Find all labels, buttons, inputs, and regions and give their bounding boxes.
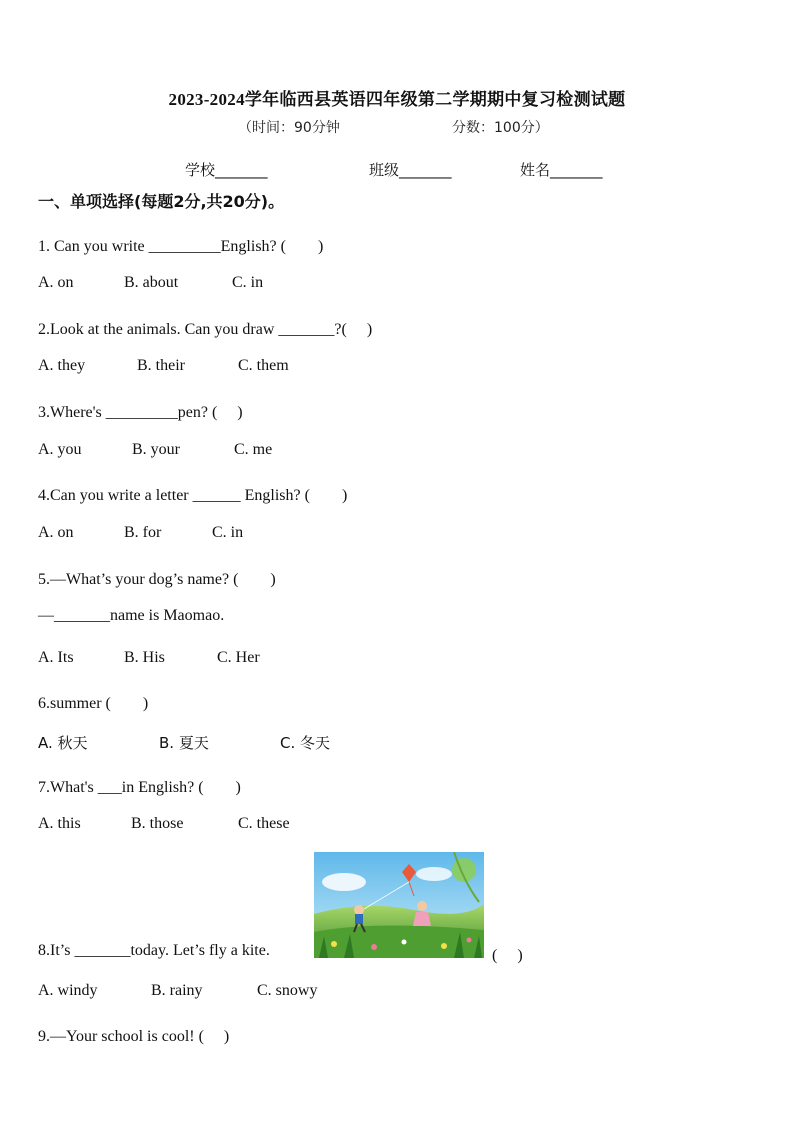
q7-option-c: C. these (238, 815, 290, 832)
q4-option-c: C. in (212, 524, 244, 541)
question-6: 6.summer ( ) (38, 695, 149, 712)
question-3: 3.Where's _________pen? ( ) (38, 404, 243, 421)
name-field: 姓名_______ (520, 161, 603, 179)
q4-option-b: B. for (124, 524, 162, 541)
q2-option-b: B. their (137, 357, 185, 374)
kite-illustration (314, 852, 484, 958)
question-1: 1. Can you write _________English? ( ) (38, 238, 324, 255)
question-2: 2.Look at the animals. Can you draw _______?( ) (38, 321, 373, 338)
question-8-answer-bracket: ( ) (492, 947, 523, 964)
q5-option-c: C. Her (217, 649, 260, 666)
question-5-line-2: —_______name is Maomao. (38, 607, 225, 624)
q4-option-a: A. on (38, 524, 74, 541)
question-5: 5.—What’s your dog’s name? ( ) (38, 571, 276, 588)
q2-option-a: A. they (38, 357, 86, 374)
q5-option-b: B. His (124, 649, 165, 666)
q8-option-c: C. snowy (257, 982, 318, 999)
question-4: 4.Can you write a letter ______ English? ( ) (38, 487, 348, 504)
kite-picture (314, 852, 484, 958)
q3-option-a: A. you (38, 441, 82, 458)
question-8: 8.It’s _______today. Let’s fly a kite. (38, 942, 270, 959)
q1-option-a: A. on (38, 274, 74, 291)
page-title: 2023-2024学年临西县英语四年级第二学期期中复习检测试题 (168, 90, 626, 109)
q8-option-a: A. windy (38, 982, 98, 999)
exam-time: （时间：90分钟 (238, 120, 340, 136)
q1-option-b: B. about (124, 274, 179, 291)
q8-option-b: B. rainy (151, 982, 203, 999)
q5-option-a: A. Its (38, 649, 74, 666)
q7-option-b: B. those (131, 815, 184, 832)
q6-option-b: B. 夏天 (159, 734, 209, 752)
q3-option-b: B. your (132, 441, 180, 458)
q6-option-c: C. 冬天 (280, 734, 331, 752)
section-title: 一、单项选择(每题2分,共20分)。 (38, 192, 285, 211)
q7-option-a: A. this (38, 815, 81, 832)
q6-option-a: A. 秋天 (38, 734, 88, 752)
q3-option-c: C. me (234, 441, 273, 458)
q1-option-c: C. in (232, 274, 264, 291)
exam-score: 分数：100分） (452, 120, 549, 136)
school-field: 学校_______ (185, 161, 268, 179)
question-9: 9.—Your school is cool! ( ) (38, 1028, 230, 1045)
question-7: 7.What's ___in English? ( ) (38, 779, 241, 796)
q2-option-c: C. them (238, 357, 289, 374)
class-field: 班级_______ (369, 161, 452, 179)
